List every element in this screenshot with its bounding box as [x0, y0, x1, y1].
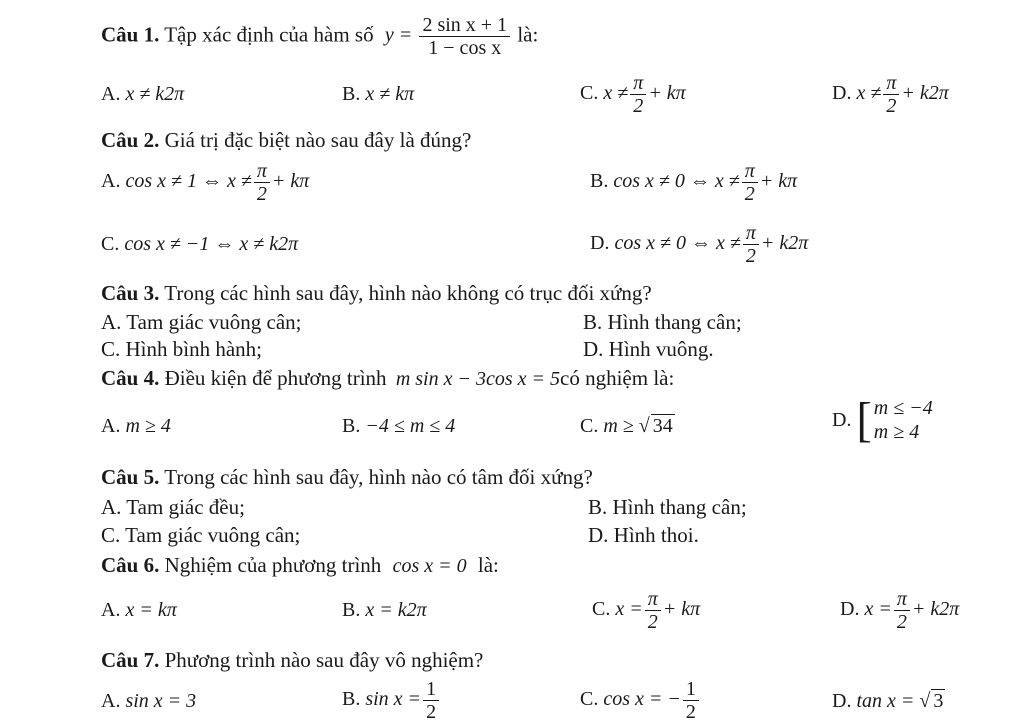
option-text: Tam giác đều; [126, 495, 245, 519]
fraction-den: 2 [886, 95, 897, 117]
question-3 [101, 281, 652, 305]
option-pre: x = [615, 598, 643, 621]
q7-option-c[interactable] [580, 678, 701, 723]
question-6-suffix: là: [477, 553, 499, 577]
fraction-num: π [630, 72, 646, 95]
option-expr: −4 ≤ m ≤ 4 [365, 415, 456, 437]
option-pre: x ≠ [603, 82, 629, 105]
option-fraction [254, 160, 270, 205]
question-4-label: Câu 4. [101, 366, 160, 390]
question-1-suffix: là: [517, 22, 539, 47]
option-text: Hình thoi. [613, 523, 699, 547]
question-2 [101, 128, 471, 152]
question-1 [101, 14, 538, 59]
option-letter: C. [101, 523, 121, 547]
sqrt-sign: √ [919, 690, 931, 712]
fraction-num: 1 [683, 678, 699, 701]
q2-option-b[interactable] [590, 160, 797, 205]
q7-option-a[interactable] [101, 689, 196, 713]
fraction-den: 2 [745, 245, 756, 267]
q7-option-b[interactable] [342, 678, 441, 723]
option-fraction [423, 678, 439, 723]
option-letter: A. [101, 170, 121, 193]
fraction-num: π [743, 222, 759, 245]
question-7-text: Phương trình nào sau đây vô nghiệm? [164, 648, 484, 672]
sqrt-radicand: 3 [933, 690, 944, 712]
question-1-label: Câu 1. [101, 22, 160, 47]
question-4-suffix: có nghiệm là: [560, 366, 675, 390]
option-pre: x ≠ [856, 82, 882, 105]
option-letter: D. [832, 690, 852, 712]
option-pre: cos x = − [603, 688, 681, 711]
question-1-fraction [419, 14, 510, 59]
option-letter: D. [583, 337, 604, 361]
q1-option-d[interactable] [832, 72, 949, 117]
case-line-1: m ≤ −4 [873, 397, 933, 419]
option-letter: D. [590, 232, 610, 255]
q7-option-d[interactable] [832, 689, 945, 713]
option-expr: sin x = 3 [125, 690, 197, 712]
option-letter: A. [101, 690, 121, 712]
q4-option-d[interactable] [832, 392, 933, 447]
question-5-label: Câu 5. [101, 465, 160, 489]
case-stack [874, 396, 933, 444]
q3-option-c[interactable] [101, 337, 262, 361]
fraction-den: 2 [633, 95, 644, 117]
case-line-2: m ≥ 4 [873, 421, 920, 443]
question-6-text: Nghiệm của phương trình [164, 553, 382, 577]
option-fraction [743, 222, 759, 267]
option-letter: C. [580, 688, 599, 711]
q6-option-d[interactable] [840, 588, 959, 633]
option-letter: A. [101, 83, 121, 105]
question-6 [101, 553, 499, 578]
option-letter: D. [832, 409, 852, 431]
option-post: + kπ [648, 82, 686, 105]
option-letter: D. [588, 523, 609, 547]
option-expr: x = kπ [125, 599, 177, 621]
question-6-label: Câu 6. [101, 553, 160, 577]
option-fraction [630, 72, 646, 117]
question-2-label: Câu 2. [101, 128, 160, 152]
q6-option-b[interactable] [342, 598, 427, 622]
fraction-num: π [894, 588, 910, 611]
fraction-num: π [883, 72, 899, 95]
question-7-label: Câu 7. [101, 648, 160, 672]
fraction-den: 2 [647, 611, 658, 633]
sqrt-radicand: 34 [652, 415, 673, 437]
option-letter: D. [840, 598, 860, 621]
q2-option-c[interactable] [101, 232, 298, 256]
option-letter: A. [101, 599, 121, 621]
question-1-text: Tập xác định của hàm số [164, 22, 374, 47]
option-post: + k2π [760, 232, 809, 255]
question-4-expr: m sin x − 3cos x = 5 [395, 368, 561, 390]
fraction-den: 2 [744, 183, 755, 205]
option-letter: A. [101, 310, 122, 334]
q4-option-b[interactable] [342, 414, 455, 438]
option-letter: B. [342, 599, 361, 621]
q5-option-a[interactable] [101, 495, 245, 519]
option-expr: m ≥ 4 [125, 415, 171, 437]
option-text: Tam giác vuông cân; [125, 523, 301, 547]
question-1-lhs: y = [384, 24, 413, 47]
option-post: + kπ [662, 598, 701, 621]
question-7 [101, 648, 483, 672]
question-1-numerator: 2 sin x + 1 [419, 14, 510, 37]
q5-option-d[interactable] [588, 523, 699, 547]
fraction-num: 1 [423, 678, 439, 701]
bracket-glyph: [ [856, 392, 872, 447]
option-text: Hình thang cân; [607, 310, 742, 334]
option-fraction [683, 678, 699, 723]
q6-option-c[interactable] [592, 588, 700, 633]
q1-option-c[interactable] [580, 72, 686, 117]
option-letter: B. [588, 495, 608, 519]
fraction-den: 2 [685, 701, 696, 723]
option-pre: cos x ≠ 0 ⇔ x ≠ [614, 232, 741, 255]
option-pre: x = [864, 598, 892, 621]
option-letter: B. [583, 310, 603, 334]
option-letter: A. [101, 495, 122, 519]
option-pre: sin x = [365, 688, 422, 711]
question-3-label: Câu 3. [101, 281, 160, 305]
option-post: + k2π [901, 82, 949, 105]
option-fraction [894, 588, 910, 633]
q5-option-c[interactable] [101, 523, 300, 547]
q1-option-a[interactable] [101, 82, 184, 106]
sqrt-sign: √ [638, 415, 650, 437]
case-bracket [856, 392, 933, 447]
question-4 [101, 366, 674, 391]
option-pre: cos x ≠ 1 ⇔ x ≠ [125, 170, 252, 193]
option-text: Tam giác vuông cân; [126, 310, 302, 334]
option-letter: D. [832, 82, 852, 105]
fraction-num: π [742, 160, 758, 183]
option-text: Hình vuông. [608, 337, 714, 361]
option-letter: C. [101, 233, 120, 255]
question-5-text: Trong các hình sau đây, hình nào có tâm đối xứng? [164, 465, 593, 489]
option-post: + kπ [271, 170, 310, 193]
q2-option-d[interactable] [590, 222, 808, 267]
option-fraction [645, 588, 661, 633]
question-6-expr: cos x = 0 [392, 555, 467, 577]
fraction-den: 2 [896, 611, 907, 633]
q4-option-c[interactable] [580, 414, 675, 438]
question-4-text: Điều kiện để phương trình [164, 366, 387, 390]
q3-option-d[interactable] [583, 337, 714, 361]
option-letter: C. [580, 82, 599, 105]
option-expr: x ≠ k2π [125, 83, 185, 105]
option-letter: B. [342, 688, 361, 711]
q2-option-a[interactable] [101, 160, 309, 205]
fraction-num: π [645, 588, 661, 611]
question-3-text: Trong các hình sau đây, hình nào không có trục đối xứng? [164, 281, 652, 305]
option-letter: C. [592, 598, 611, 621]
option-letter: C. [101, 337, 121, 361]
question-1-denominator: 1 − cos x [428, 37, 502, 59]
option-text: Hình thang cân; [612, 495, 747, 519]
option-post: + k2π [911, 598, 960, 621]
q5-option-b[interactable] [588, 495, 747, 519]
option-letter: B. [590, 170, 609, 193]
option-letter: A. [101, 415, 121, 437]
option-pre: tan x = [856, 690, 915, 712]
q3-option-a[interactable] [101, 310, 302, 334]
option-post: + kπ [759, 170, 798, 193]
option-expr: cos x ≠ −1 ⇔ x ≠ k2π [124, 233, 299, 255]
option-expr: x = k2π [365, 599, 427, 621]
option-fraction [742, 160, 758, 205]
option-letter: B. [342, 415, 361, 437]
option-pre: m ≥ [603, 415, 634, 437]
option-letter: B. [342, 83, 361, 105]
q3-option-b[interactable] [583, 310, 742, 334]
q1-option-b[interactable] [342, 82, 414, 106]
question-5 [101, 465, 593, 489]
q6-option-a[interactable] [101, 598, 177, 622]
q4-option-a[interactable] [101, 414, 171, 438]
fraction-den: 2 [426, 701, 437, 723]
option-expr: x ≠ kπ [365, 83, 415, 105]
option-letter: C. [580, 415, 599, 437]
fraction-num: π [254, 160, 270, 183]
fraction-den: 2 [256, 183, 267, 205]
option-fraction [883, 72, 899, 117]
question-2-text: Giá trị đặc biệt nào sau đây là đúng? [164, 128, 472, 152]
option-text: Hình bình hành; [125, 337, 263, 361]
option-pre: cos x ≠ 0 ⇔ x ≠ [613, 170, 740, 193]
